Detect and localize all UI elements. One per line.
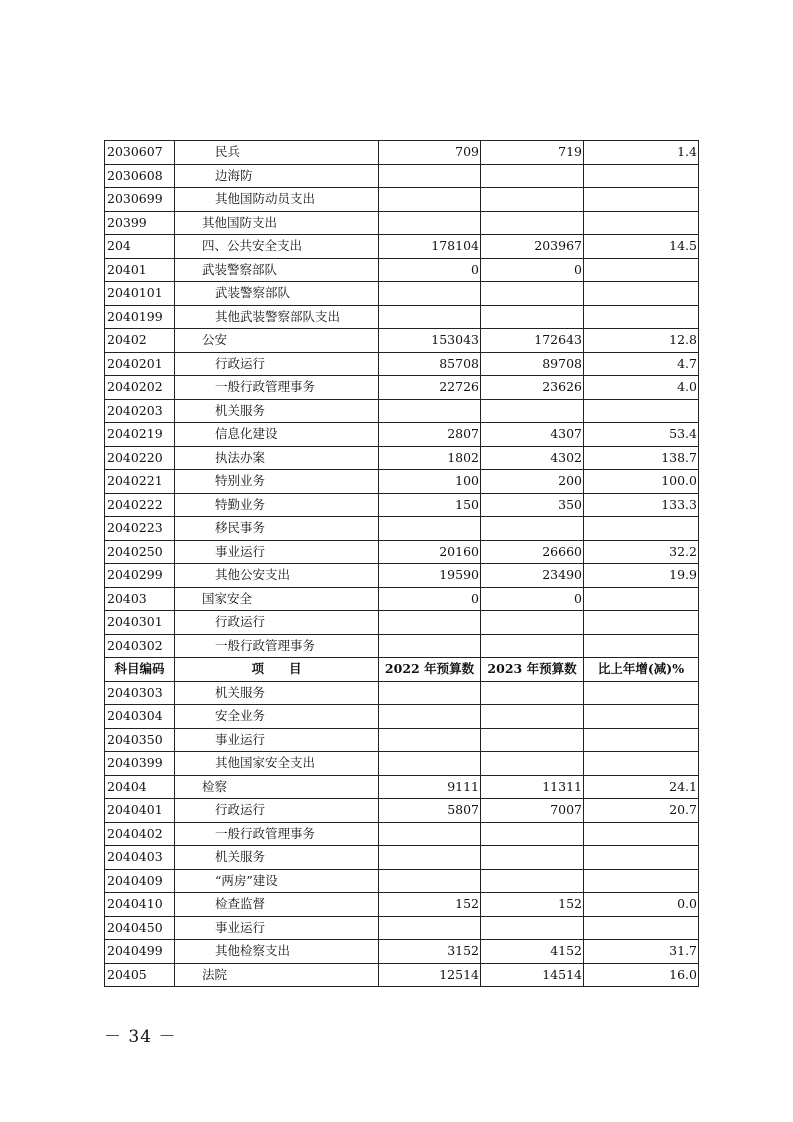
row-budget-2023: 350 <box>481 493 584 517</box>
row-budget-2022 <box>379 846 481 870</box>
row-budget-2022 <box>379 634 481 658</box>
row-budget-2023 <box>481 869 584 893</box>
row-name: 其他国防动员支出 <box>175 188 379 212</box>
row-name: 国家安全 <box>175 587 379 611</box>
table-row <box>105 141 699 165</box>
header-change: 比上年增(减)% <box>584 658 699 682</box>
row-code: 2040410 <box>105 893 175 917</box>
table-row <box>105 869 699 893</box>
row-budget-2022: 152 <box>379 893 481 917</box>
table-row <box>105 188 699 212</box>
row-change-pct <box>584 587 699 611</box>
row-change-pct <box>584 705 699 729</box>
table-row <box>105 634 699 658</box>
row-name: 四、公共安全支出 <box>175 235 379 259</box>
row-budget-2023 <box>481 681 584 705</box>
row-budget-2022: 2807 <box>379 423 481 447</box>
row-name: 其他检察支出 <box>175 940 379 964</box>
row-budget-2022: 100 <box>379 470 481 494</box>
row-change-pct: 14.5 <box>584 235 699 259</box>
row-budget-2022 <box>379 211 481 235</box>
row-change-pct: 1.4 <box>584 141 699 165</box>
row-code: 2040403 <box>105 846 175 870</box>
row-code: 2040220 <box>105 446 175 470</box>
row-change-pct: 16.0 <box>584 963 699 987</box>
row-budget-2022: 709 <box>379 141 481 165</box>
row-name: 民兵 <box>175 141 379 165</box>
row-budget-2023 <box>481 846 584 870</box>
row-budget-2023: 23490 <box>481 564 584 588</box>
row-code: 20404 <box>105 775 175 799</box>
row-budget-2023 <box>481 188 584 212</box>
row-change-pct: 133.3 <box>584 493 699 517</box>
row-code: 20403 <box>105 587 175 611</box>
row-code: 2040101 <box>105 282 175 306</box>
row-name: “两房”建设 <box>175 869 379 893</box>
row-name: 信息化建设 <box>175 423 379 447</box>
row-budget-2022 <box>379 305 481 329</box>
table-row <box>105 540 699 564</box>
row-budget-2023: 26660 <box>481 540 584 564</box>
row-budget-2022: 3152 <box>379 940 481 964</box>
table-row <box>105 211 699 235</box>
table-row <box>105 846 699 870</box>
budget-table-body <box>105 141 699 987</box>
table-row <box>105 822 699 846</box>
row-code: 204 <box>105 235 175 259</box>
table-row <box>105 611 699 635</box>
row-change-pct <box>584 164 699 188</box>
table-row <box>105 282 699 306</box>
row-change-pct: 32.2 <box>584 540 699 564</box>
row-name: 检察 <box>175 775 379 799</box>
row-budget-2022 <box>379 517 481 541</box>
row-budget-2022 <box>379 681 481 705</box>
row-budget-2022: 153043 <box>379 329 481 353</box>
table-row <box>105 493 699 517</box>
table-row <box>105 164 699 188</box>
row-name: 一般行政管理事务 <box>175 634 379 658</box>
table-row <box>105 376 699 400</box>
row-code: 2040401 <box>105 799 175 823</box>
row-name: 机关服务 <box>175 846 379 870</box>
row-code: 2040409 <box>105 869 175 893</box>
table-row <box>105 329 699 353</box>
row-name: 公安 <box>175 329 379 353</box>
row-budget-2023 <box>481 282 584 306</box>
table-row <box>105 352 699 376</box>
row-name: 特别业务 <box>175 470 379 494</box>
row-name: 法院 <box>175 963 379 987</box>
table-row <box>105 517 699 541</box>
row-budget-2022 <box>379 164 481 188</box>
row-change-pct <box>584 846 699 870</box>
row-change-pct: 31.7 <box>584 940 699 964</box>
row-name: 安全业务 <box>175 705 379 729</box>
table-row <box>105 705 699 729</box>
row-budget-2023: 200 <box>481 470 584 494</box>
row-budget-2022 <box>379 611 481 635</box>
row-name: 事业运行 <box>175 540 379 564</box>
budget-table <box>104 140 699 987</box>
row-budget-2023: 14514 <box>481 963 584 987</box>
row-code: 20402 <box>105 329 175 353</box>
row-name: 武装警察部队 <box>175 282 379 306</box>
row-budget-2023: 4302 <box>481 446 584 470</box>
row-name: 其他国家安全支出 <box>175 752 379 776</box>
row-change-pct: 19.9 <box>584 564 699 588</box>
table-row <box>105 235 699 259</box>
row-change-pct: 138.7 <box>584 446 699 470</box>
row-budget-2023 <box>481 728 584 752</box>
row-budget-2022: 0 <box>379 587 481 611</box>
header-budget-2023: 2023 年预算数 <box>481 658 584 682</box>
row-name: 武装警察部队 <box>175 258 379 282</box>
row-change-pct <box>584 188 699 212</box>
header-item: 项 目 <box>175 658 379 682</box>
row-budget-2023: 0 <box>481 587 584 611</box>
row-budget-2023: 7007 <box>481 799 584 823</box>
row-change-pct: 53.4 <box>584 423 699 447</box>
row-budget-2022 <box>379 188 481 212</box>
row-budget-2023 <box>481 399 584 423</box>
row-name: 其他武装警察部队支出 <box>175 305 379 329</box>
row-name: 行政运行 <box>175 352 379 376</box>
table-row <box>105 940 699 964</box>
header-budget-2022: 2022 年预算数 <box>379 658 481 682</box>
row-code: 2040250 <box>105 540 175 564</box>
row-code: 2030699 <box>105 188 175 212</box>
row-budget-2023: 4307 <box>481 423 584 447</box>
row-budget-2023 <box>481 822 584 846</box>
table-row <box>105 775 699 799</box>
table-row <box>105 799 699 823</box>
row-budget-2022 <box>379 869 481 893</box>
row-name: 行政运行 <box>175 799 379 823</box>
row-budget-2023 <box>481 916 584 940</box>
row-name: 事业运行 <box>175 916 379 940</box>
row-code: 2030607 <box>105 141 175 165</box>
row-budget-2022: 12514 <box>379 963 481 987</box>
table-row <box>105 752 699 776</box>
table-row <box>105 470 699 494</box>
row-name: 移民事务 <box>175 517 379 541</box>
row-budget-2023 <box>481 634 584 658</box>
table-row <box>105 399 699 423</box>
row-change-pct: 4.0 <box>584 376 699 400</box>
row-change-pct <box>584 869 699 893</box>
row-budget-2022 <box>379 282 481 306</box>
row-code: 2040222 <box>105 493 175 517</box>
row-change-pct <box>584 282 699 306</box>
table-row <box>105 728 699 752</box>
row-code: 2040219 <box>105 423 175 447</box>
row-change-pct: 0.0 <box>584 893 699 917</box>
row-budget-2023: 23626 <box>481 376 584 400</box>
row-change-pct: 4.7 <box>584 352 699 376</box>
row-name: 特勤业务 <box>175 493 379 517</box>
row-change-pct: 24.1 <box>584 775 699 799</box>
row-budget-2023: 172643 <box>481 329 584 353</box>
row-code: 2040223 <box>105 517 175 541</box>
row-budget-2023 <box>481 164 584 188</box>
row-code: 2030608 <box>105 164 175 188</box>
row-code: 2040203 <box>105 399 175 423</box>
row-name: 其他国防支出 <box>175 211 379 235</box>
row-code: 2040350 <box>105 728 175 752</box>
table-header-row <box>105 658 699 682</box>
row-code: 2040399 <box>105 752 175 776</box>
row-code: 2040402 <box>105 822 175 846</box>
row-budget-2023 <box>481 752 584 776</box>
row-budget-2022 <box>379 728 481 752</box>
row-change-pct <box>584 916 699 940</box>
row-budget-2023: 152 <box>481 893 584 917</box>
row-budget-2022 <box>379 752 481 776</box>
row-code: 2040199 <box>105 305 175 329</box>
row-budget-2022: 150 <box>379 493 481 517</box>
row-change-pct: 100.0 <box>584 470 699 494</box>
row-change-pct <box>584 305 699 329</box>
row-code: 2040301 <box>105 611 175 635</box>
table-row <box>105 893 699 917</box>
row-code: 2040303 <box>105 681 175 705</box>
row-budget-2023 <box>481 705 584 729</box>
row-code: 2040202 <box>105 376 175 400</box>
header-code: 科目编码 <box>105 658 175 682</box>
row-change-pct <box>584 258 699 282</box>
row-change-pct: 12.8 <box>584 329 699 353</box>
row-code: 2040304 <box>105 705 175 729</box>
row-name: 机关服务 <box>175 399 379 423</box>
row-budget-2022: 20160 <box>379 540 481 564</box>
table-row <box>105 423 699 447</box>
row-change-pct <box>584 681 699 705</box>
row-code: 20401 <box>105 258 175 282</box>
row-change-pct: 20.7 <box>584 799 699 823</box>
row-name: 行政运行 <box>175 611 379 635</box>
row-change-pct <box>584 611 699 635</box>
table-row <box>105 564 699 588</box>
table-row <box>105 587 699 611</box>
row-change-pct <box>584 822 699 846</box>
row-code: 20399 <box>105 211 175 235</box>
row-name: 机关服务 <box>175 681 379 705</box>
table-row <box>105 963 699 987</box>
row-budget-2022: 0 <box>379 258 481 282</box>
row-change-pct <box>584 211 699 235</box>
row-change-pct <box>584 752 699 776</box>
row-budget-2022 <box>379 705 481 729</box>
row-name: 事业运行 <box>175 728 379 752</box>
row-budget-2022: 9111 <box>379 775 481 799</box>
row-budget-2023: 11311 <box>481 775 584 799</box>
row-budget-2022 <box>379 399 481 423</box>
row-budget-2022: 85708 <box>379 352 481 376</box>
row-code: 2040450 <box>105 916 175 940</box>
table-row <box>105 258 699 282</box>
row-budget-2022: 5807 <box>379 799 481 823</box>
row-budget-2023: 719 <box>481 141 584 165</box>
row-name: 一般行政管理事务 <box>175 822 379 846</box>
row-code: 2040499 <box>105 940 175 964</box>
row-budget-2022 <box>379 822 481 846</box>
row-budget-2023: 89708 <box>481 352 584 376</box>
row-budget-2023 <box>481 211 584 235</box>
row-budget-2022: 1802 <box>379 446 481 470</box>
table-row <box>105 446 699 470</box>
row-budget-2022: 19590 <box>379 564 481 588</box>
row-name: 边海防 <box>175 164 379 188</box>
row-change-pct <box>584 399 699 423</box>
row-name: 检查监督 <box>175 893 379 917</box>
table-row <box>105 916 699 940</box>
row-change-pct <box>584 517 699 541</box>
row-code: 2040299 <box>105 564 175 588</box>
row-name: 其他公安支出 <box>175 564 379 588</box>
page-number: － 34 － <box>104 1027 177 1047</box>
row-code: 2040302 <box>105 634 175 658</box>
row-code: 20405 <box>105 963 175 987</box>
row-code: 2040201 <box>105 352 175 376</box>
row-name: 一般行政管理事务 <box>175 376 379 400</box>
row-change-pct <box>584 634 699 658</box>
table-row <box>105 305 699 329</box>
row-budget-2022 <box>379 916 481 940</box>
row-change-pct <box>584 728 699 752</box>
row-budget-2023 <box>481 611 584 635</box>
row-budget-2022: 22726 <box>379 376 481 400</box>
row-code: 2040221 <box>105 470 175 494</box>
row-budget-2022: 178104 <box>379 235 481 259</box>
row-budget-2023 <box>481 517 584 541</box>
row-budget-2023: 4152 <box>481 940 584 964</box>
row-name: 执法办案 <box>175 446 379 470</box>
row-budget-2023: 203967 <box>481 235 584 259</box>
table-row <box>105 681 699 705</box>
row-budget-2023: 0 <box>481 258 584 282</box>
row-budget-2023 <box>481 305 584 329</box>
